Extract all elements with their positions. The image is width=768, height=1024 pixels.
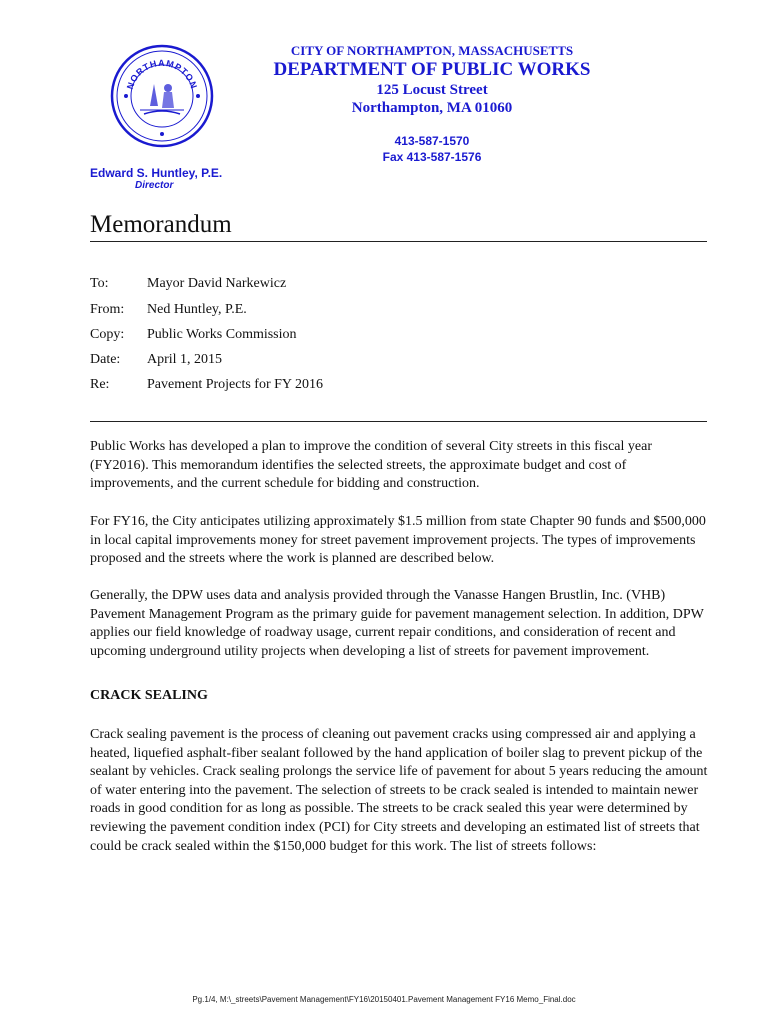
memo-title: Memorandum: [90, 211, 232, 238]
letterhead-department: DEPARTMENT OF PUBLIC WORKS: [273, 59, 591, 80]
director-name: Edward S. Huntley, P.E.: [90, 166, 223, 180]
page-footer: Pg.1/4, M:\_streets\Pavement Management\FY16\20150401.Pavement Management FY16 Memo_Final.doc: [192, 995, 576, 1004]
letterhead-city: CITY OF NORTHAMPTON, MASSACHUSETTS: [290, 43, 574, 58]
header-divider-top: [90, 241, 707, 242]
header-value: Ned Huntley, P.E.: [147, 302, 247, 317]
body-paragraph: For FY16, the City anticipates utilizing approximately $1.5 million from state Chapter 90 funds and $500,000 in local capital improvements money for street pavement improvement projects. The types of improvements proposed and the streets where the work is planned are described below.: [90, 514, 706, 567]
section-heading: CRACK SEALING: [90, 688, 208, 703]
body-paragraph: Generally, the DPW uses data and analysis provided through the Vanasse Hangen Brustlin, Inc. (VHB) Pavement Management Program as the primary guide for pavement management selection. In addition, DPW applies our field knowledge of roadway usage, current repair conditions, and consideration of recent and upcoming underground utility projects when developing a list of streets for pavement improvement.: [90, 588, 704, 659]
header-label: Date:: [90, 352, 121, 367]
letterhead-street: 125 Locust Street: [376, 82, 488, 98]
header-label: Copy:: [90, 327, 125, 342]
header-label: To:: [90, 276, 109, 291]
header-value: Pavement Projects for FY 2016: [147, 377, 324, 392]
header-divider-bottom: [90, 421, 707, 422]
section-paragraph: Crack sealing pavement is the process of cleaning out pavement cracks using compressed air and applying a heated, liquefied asphalt-fiber sealant followed by the hand application of boiler slag to prevent pickup of the sealant by vehicles. Crack sealing prolongs the service life of pavement for about 5 years reducing the amount of water entering into the pavement. The selection of streets to be crack sealed is intended to maintain newer roads in good condition for as long as possible. The streets to be crack sealed this year were determined by reviewing the pavement condition index (PCI) for City streets and developing an estimated list of streets that could be crack sealed within the $150,000 budget for this work. The list of streets follows:: [90, 727, 708, 854]
header-label: Re:: [90, 377, 110, 392]
header-value: April 1, 2015: [147, 352, 223, 367]
header-value: Mayor David Narkewicz: [147, 276, 287, 291]
letterhead-fax: Fax 413-587-1576: [382, 150, 482, 164]
body-paragraph: Public Works has developed a plan to improve the condition of several City streets in this fiscal year (FY2016). This memorandum identifies the selected streets, the approximate budget and cost of improvements, and the current schedule for bidding and construction.: [90, 439, 652, 492]
letterhead-city-line: Northampton, MA 01060: [351, 100, 513, 116]
city-seal-icon: [110, 44, 214, 148]
header-value: Public Works Commission: [147, 327, 297, 342]
director-title: Director: [135, 180, 174, 191]
svg-text:NORTHAMPTON: [125, 58, 199, 91]
seal-text: NORTHAMPTON: [124, 57, 200, 91]
letterhead-phone: 413-587-1570: [394, 134, 470, 148]
header-label: From:: [90, 302, 125, 317]
